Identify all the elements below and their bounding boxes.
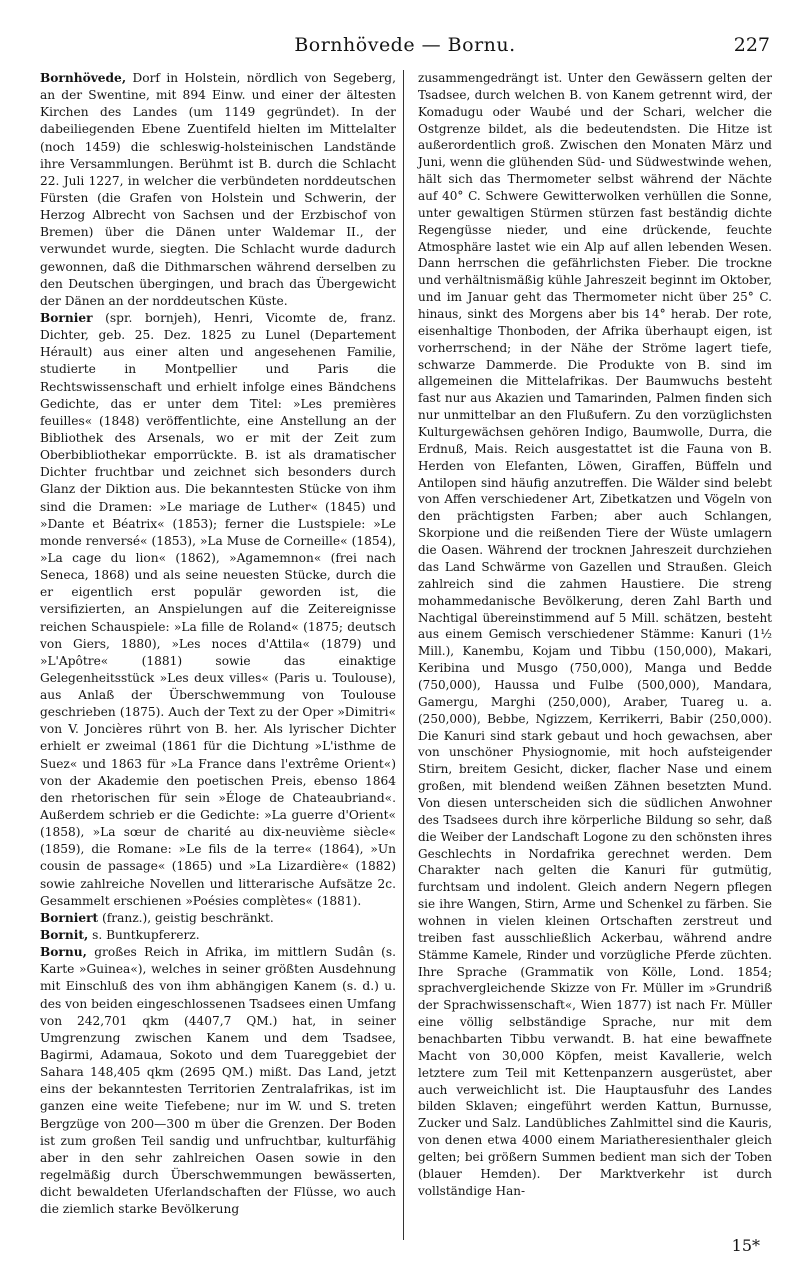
running-title: Bornhövede — Bornu. bbox=[294, 34, 516, 56]
signature-mark: 15* bbox=[731, 1236, 760, 1255]
entry-headword: Bornu, bbox=[40, 945, 87, 960]
right-column bbox=[418, 70, 772, 1200]
entry-headword: Bornhövede, bbox=[40, 71, 127, 85]
entry-text: großes Reich in Afrika, im mittlern Sudân (s. Karte »Guinea«), welches in seiner größten Ausdehnung mit Einschluß des von ihm abhängigen Kanem (s. d.) u. des von beiden eingeschlossenen Tsadsees einen Umfang von 242,701 qkm (4407,7 QM.) hat, in seiner Umgrenzung zwischen Kanem und dem Tsadsee, Bagirmi, Adamaua, Sokoto und dem Tuareggebiet der Sahara 148,405 qkm (2695 QM.) mißt. Das Land, jetzt eins der bekanntesten Territorien Zentralafrikas, ist im ganzen eine weite Tiefebene; nur im W. und S. treten Bergzüge von 200—300 m über die Grenzen. Der Boden ist zum großen Teil sandig und unfruchtbar, kulturfähig aber in den sehr zahlreichen Oasen sowie in den regelmäßig durch Überschwemmungen bewässerten, dicht bewaldeten Uferlandschaften der Flüsse, wo auch die ziemlich starke Bevölkerung bbox=[40, 945, 396, 1217]
entry-text: (franz.), geistig beschränkt. bbox=[98, 910, 274, 925]
left-column bbox=[40, 70, 396, 1218]
dictionary-entry bbox=[40, 944, 396, 1218]
entry-headword: Bornit, bbox=[40, 928, 89, 943]
dictionary-entry bbox=[418, 70, 772, 1200]
dictionary-entry bbox=[40, 310, 396, 910]
entry-text: s. Buntkupfererz. bbox=[88, 928, 200, 943]
page-number: 227 bbox=[733, 34, 770, 56]
column-divider bbox=[403, 70, 404, 1240]
entry-text: Dorf in Holstein, nördlich von Segeberg, an der Swentine, mit 894 Einw. und einer der ältesten Kirchen des Landes (um 1149 gegründet). In der dabeiliegenden Ebene Zuentifeld hielten im Mittelalter (noch 1459) die schleswig-holsteinischen Landstände ihre Versammlungen. Berühmt ist B. durch die Schlacht 22. Juli 1227, in welcher die verbündeten norddeutschen Fürsten (die Grafen von Holstein und Schwerin, der Herzog Albrecht von Sachsen und der Erzbischof von Bremen) über die Dänen unter Waldemar II., der verwundet wurde, siegten. Die Schlacht wurde dadurch gewonnen, daß die Dithmarschen während derselben zu den Deutschen übergingen, und brach das Übergewicht der Dänen an der norddeutschen Küste. bbox=[40, 71, 396, 308]
entry-headword: Bornier bbox=[40, 310, 93, 325]
dictionary-entry bbox=[40, 927, 396, 944]
dictionary-entry bbox=[40, 910, 396, 927]
entry-text: zusammengedrängt ist. Unter den Gewässern gelten der Tsadsee, durch welchen B. von Kanem getrennt wird, der Komadugu oder Waubé und der Schari, welcher die Ostgrenze bildet, als die bedeutendsten. Die Hitze ist außerordentlich groß. Zwischen den Monaten März und Juni, wenn die glühenden Süd- und Südwestwinde wehen, hält sich das Thermometer selbst während der Nächte auf 40° C. Schwere Gewitterwolken verhüllen die Sonne, unter gewaltigen Stürmen stürzen fast beständig dichte Regengüsse nieder, und eine drückende, feuchte Atmosphäre lastet wie ein Alp auf allen lebenden Wesen. Dann herrschen die gefährlichsten Fieber. Die trockne und verhältnismäßig kühle Jahreszeit beginnt im Oktober, und im Januar geht das Thermometer nicht über 25° C. hinaus, sinkt des Morgens aber bis 14° herab. Der rote, eisenhaltige Thonboden, der Afrika überhaupt eigen, ist vorherrschend; in der Nähe der Ströme lagert tiefe, schwarze Dammerde. Die Produkte von B. sind im allgemeinen die Mittelafrikas. Der Baumwuchs besteht fast nur aus Akazien und Tamarinden, Palmen finden sich nur unmittelbar an den Flußufern. Zu den vorzüglichsten Kulturgewächsen gehören Indigo, Baumwolle, Durra, die Erdnuß, Mais. Reich ausgestattet ist die Fauna von B. Herden von Elefanten, Löwen, Giraffen, Büffeln und Antilopen sind häufig anzutreffen. Die Wälder sind belebt von Affen verschiedener Art, Zibetkatzen und Vögeln von den prächtigsten Farben; aber auch Schlangen, Skorpione und die reißenden Tiere der Wüste umlagern die Oasen. Während der trocknen Jahreszeit durchziehen das Land Schwärme von Gazellen und Straußen. Gleich zahlreich sind die zahmen Haustiere. Die streng mohammedanische Bevölkerung, deren Zahl Barth und Nachtigal übereinstimmend auf 5 Mill. schätzen, besteht aus einem Gemisch verschiedener Stämme: Kanuri (1½ Mill.), Kanembu, Kojam und Tibbu (150,000), Makari, Keribina und Musgo (750,000), Manga und Bedde (750,000), Haussa und Fulbe (500,000), Mandara, Gamergu, Marghi (250,000), Araber, Tuareg u. a. (250,000), Bebbe, Ngizzem, Kerrikerri, Babir (250,000). Die Kanuri sind stark gebaut und hoch gewachsen, aber von unschöner Physiognomie, mit hoch aufsteigender Stirn, breitem Gesicht, dicker, flacher Nase und einem großen, mit blendend weißen Zähnen besetzten Mund. Von diesen unterscheiden sich die südlichen Anwohner des Tsadsees durch ihre körperliche Bildung so sehr, daß die Weiber der Landschaft Logone zu den schönsten ihres Geschlechts in Nordafrika gerechnet werden. Dem Charakter nach gelten die Kanuri für gutmütig, furchtsam und indolent. Gleich andern Negern pflegen sie ihre Wangen, Stirn, Arme und Schenkel zu färben. Sie wohnen in vielen kleinen Ortschaften zerstreut und treiben fast ausschließlich Ackerbau, während andre Stämme Kamele, Rinder und vorzügliche Pferde züchten. Ihre Sprache (Grammatik von Kölle, Lond. 1854; sprachvergleichende Skizze von Fr. Müller im »Grundriß der Sprachwissenschaft«, Wien 1877) ist nach Fr. Müller eine völlig selbständige Sprache, nur mit dem benachbarten Tibbu verwandt. B. hat eine bewaffnete Macht von 30,000 Köpfen, meist Kavallerie, welch letztere zum Teil mit Kettenpanzern ausgerüstet, aber auch verweichlicht ist. Die Hauptausfuhr des Landes bilden Sklaven; eingeführt werden Kattun, Burnusse, Zucker und Salz. Landübliches Zahlmittel sind die Kauris, von denen etwa 4000 einem Mariatheresienthaler gleich gelten; bei größern Summen bedient man sich der Toben (blauer Hemden). Der Marktverkehr ist durch vollständige Han- bbox=[418, 71, 772, 1198]
dictionary-entry bbox=[40, 70, 396, 310]
entry-headword: Borniert bbox=[40, 910, 99, 925]
running-header bbox=[40, 34, 770, 58]
entry-text: (spr. bornjeh), Henri, Vicomte de, franz. Dichter, geb. 25. Dez. 1825 zu Lunel (Departement Hérault) aus einer alten und angesehenen Familie, studierte in Montpellier und Paris die Rechtswissenschaft und erhielt infolge eines Bändchens Gedichte, das er unter dem Titel: »Les premières feuilles« (1848) veröffentlichte, eine Anstellung an der Bibliothek des Arsenals, wo er mit der Zeit zum Oberbibliothekar emporrückte. B. ist als dramatischer Dichter fruchtbar und zeichnet sich besonders durch Glanz der Diktion aus. Die bekanntesten Stücke von ihm sind die Dramen: »Le mariage de Luther« (1845) und »Dante et Béatrix« (1853); ferner die Lustspiele: »Le monde renversé« (1853), »La Muse de Corneille« (1854), »La cage du lion« (1862), »Agamemnon« (frei nach Seneca, 1868) und als seine neuesten Stücke, durch die er eigentlich erst populär geworden ist, die versifizierten, an Anspielungen auf die Zeitereignisse reichen Schauspiele: »La fille de Roland« (1875; deutsch von Giers, 1880), »Les noces d'Attila« (1879) und »L'Apôtre« (1881) sowie das einaktige Gelegenheitsstück »Les deux villes« (Paris u. Toulouse), aus Anlaß der Überschwemmung von Toulouse geschrieben (1875). Auch der Text zu der Oper »Dimitri« von V. Joncières rührt von B. her. Als lyrischer Dichter erhielt er zweimal (1861 für die Dichtung »L'isthme de Suez« und 1863 für »La France dans l'extrême Orient«) von der Akademie den poetischen Preis, ebenso 1864 den rhetorischen für sein »Éloge de Chateaubriand«. Außerdem schrieb er die Gedichte: »La guerre d'Orient« (1858), »La sœur de charité au dix-neuvième siècle« (1859), die Romane: »Le fils de la terre« (1864), »Un cousin de passage« (1865) und »La Lizardière« (1882) sowie zahlreiche Novellen und litterarische Aufsätze 2c. Gesammelt erschienen »Poésies complètes« (1881). bbox=[40, 310, 396, 908]
